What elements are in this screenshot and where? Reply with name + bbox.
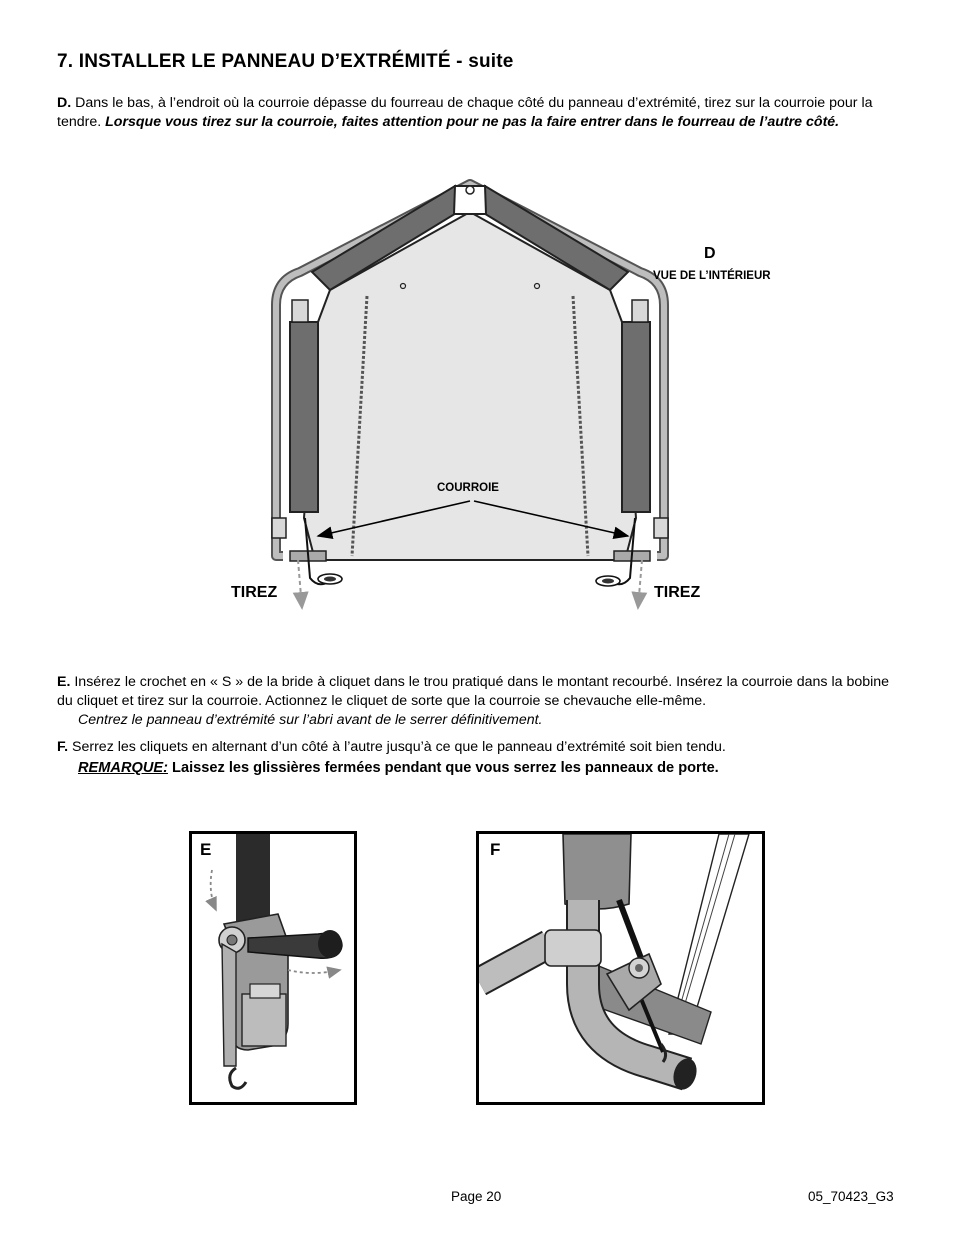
step-f-letter: F.: [57, 739, 69, 755]
figure-e-letter: E: [200, 840, 212, 859]
right-leg-sleeve: [622, 322, 650, 512]
pull-right-label: TIREZ: [654, 584, 701, 601]
step-d-text: Dans le bas, à l’endroit où la courroie dépasse du fourreau de chaque côté du panneau d’extrémité, tirez sur la courroie pour la tendre.: [57, 95, 873, 130]
step-f-paragraph: [57, 738, 907, 778]
step-e-letter: E.: [57, 674, 71, 690]
step-e-paragraph: [57, 673, 907, 730]
figure-f-frame: [476, 831, 765, 1105]
step-d-letter: D.: [57, 95, 72, 111]
pull-right-arrow: [638, 560, 642, 608]
left-leg-sleeve: [290, 322, 318, 512]
note-text: Laissez les glissières fermées pendant que vous serrez les panneaux de porte.: [168, 760, 719, 776]
interior-view-label: VUE DE L’INTÉRIEUR: [653, 270, 771, 282]
page-number: Page 20: [451, 1189, 502, 1204]
figure-d-letter: D: [704, 245, 716, 262]
strap-label: COURROIE: [437, 482, 499, 494]
ratchet-illustration: [192, 834, 354, 1102]
pull-left-label: TIREZ: [231, 584, 278, 601]
step-d-warning: Lorsque vous tirez sur la courroie, faites attention pour ne pas la faire entrer dans le fourreau de l’autre côté.: [105, 114, 840, 130]
step-d-paragraph: [57, 94, 887, 132]
step-e-text: Insérez le crochet en « S » de la bride à cliquet dans le trou pratiqué dans le montant recourbé. Insérez la courroie dans la bobine du cliquet et tirez sur la courroie. Actionnez le cliquet de sorte que la courroie se chevauche elle-même.: [57, 674, 890, 709]
page-title: 7. INSTALLER LE PANNEAU D’EXTRÉMITÉ - suite: [57, 51, 514, 72]
step-e-italic: Centrez le panneau d’extrémité sur l’abri avant de le serrer définitivement.: [78, 712, 543, 728]
figure-f-letter: F: [490, 840, 501, 859]
step-f-text: Serrez les cliquets en alternant d’un côté à l’autre jusqu’à ce que le panneau d’extrémité soit bien tendu.: [72, 739, 726, 755]
end-panel-figure: [230, 178, 800, 618]
pull-left-arrow: [298, 560, 302, 608]
note-label: REMARQUE:: [78, 760, 168, 776]
frame-ratchet-illustration: [479, 834, 762, 1102]
document-code: 05_70423_G3: [808, 1189, 894, 1204]
figure-e-frame: [189, 831, 357, 1105]
